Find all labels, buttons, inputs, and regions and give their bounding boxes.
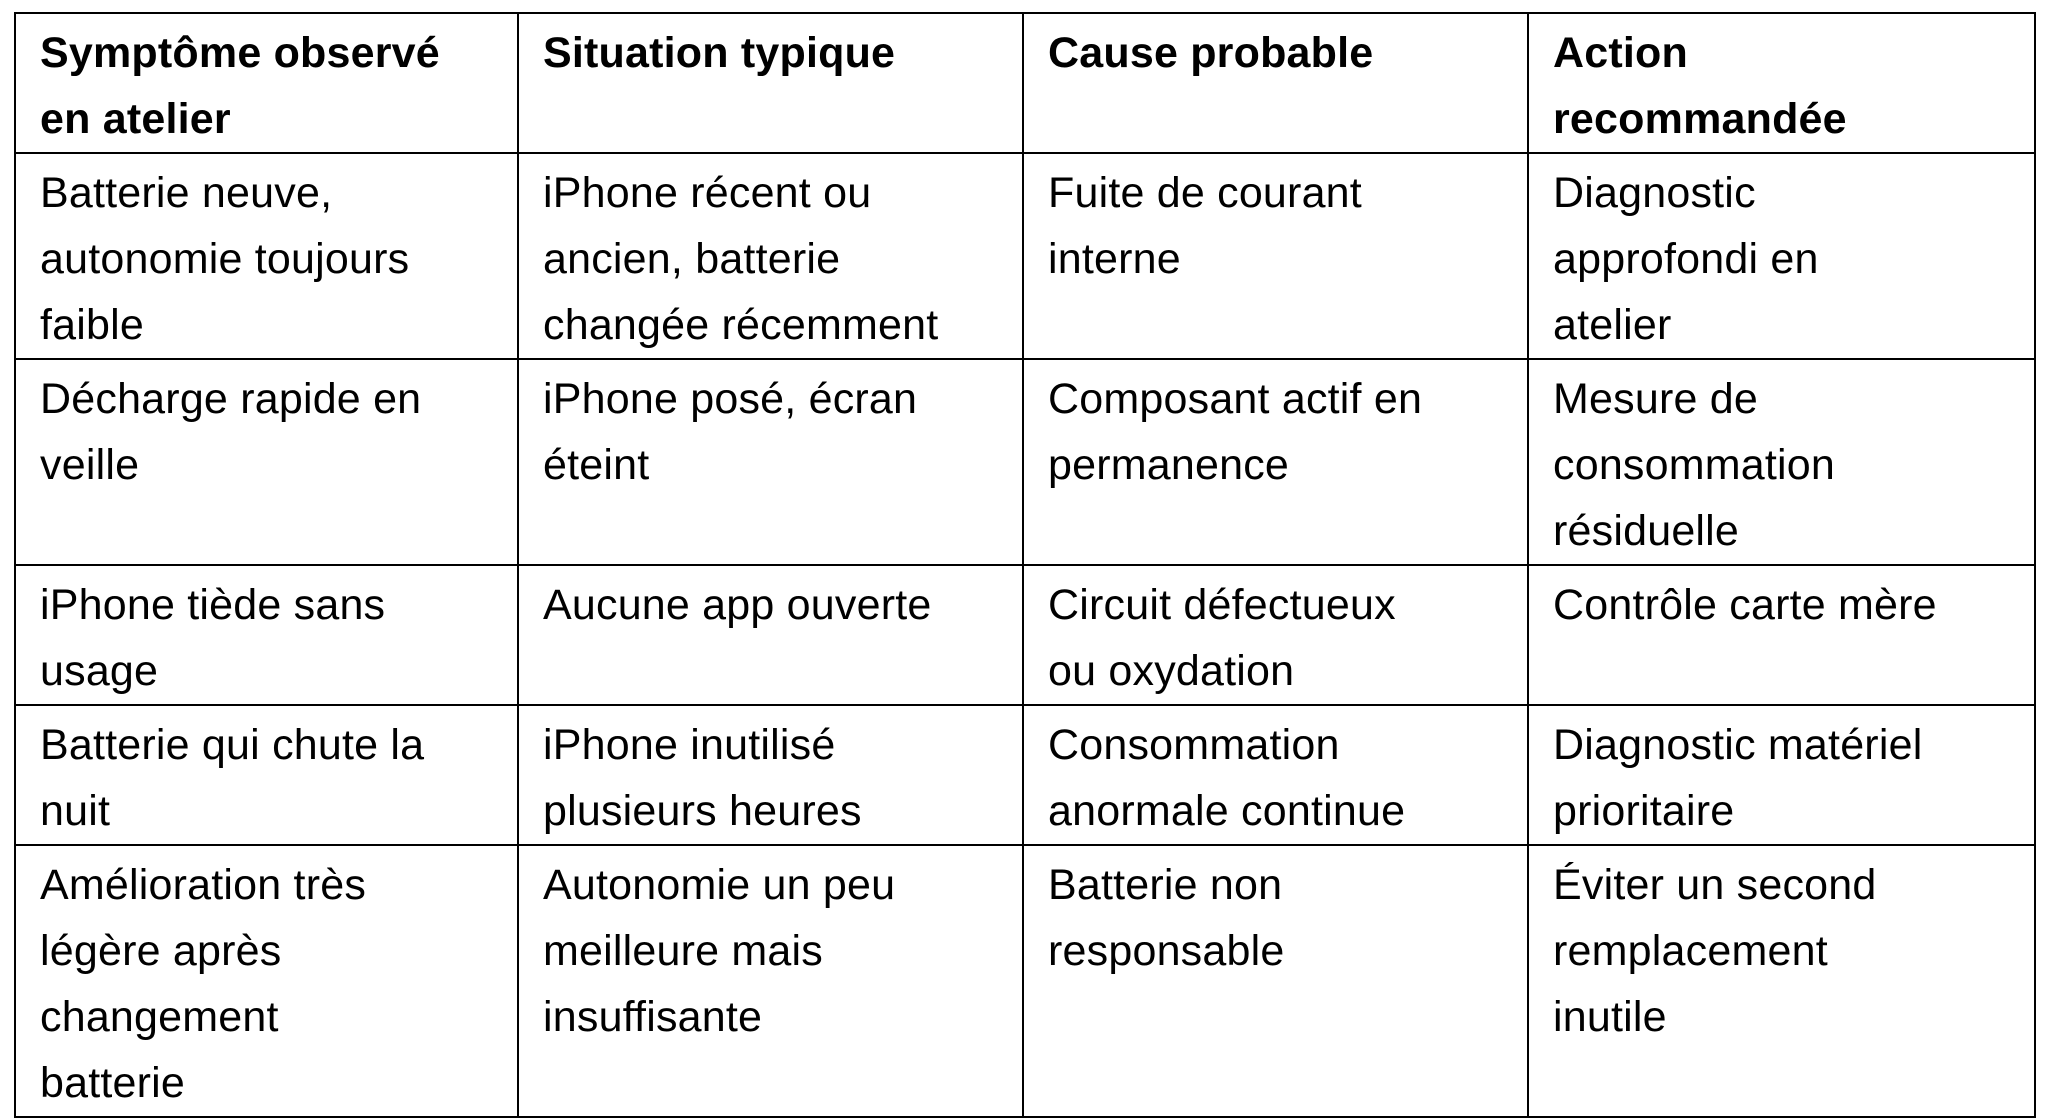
header-symptom: Symptôme observé en atelier [15,13,518,153]
table-cell: Batterie qui chute la nuit [15,705,518,845]
table-row [15,359,2035,565]
table-cell: iPhone tiède sans usage [15,565,518,705]
table-row [15,845,2035,1117]
table-cell: Autonomie un peu meilleure mais insuffisante [518,845,1023,1117]
table-cell: Amélioration très légère après changement batterie [15,845,518,1117]
table-cell: iPhone inutilisé plusieurs heures [518,705,1023,845]
header-cause: Cause probable [1023,13,1528,153]
diagnostic-table [14,12,2036,1118]
table-cell: Décharge rapide en veille [15,359,518,565]
table-cell: Batterie neuve, autonomie toujours faible [15,153,518,359]
table-cell: Fuite de courant interne [1023,153,1528,359]
header-situation: Situation typique [518,13,1023,153]
table-cell: iPhone posé, écran éteint [518,359,1023,565]
table-row [15,705,2035,845]
table-cell: Composant actif en permanence [1023,359,1528,565]
table-row [15,565,2035,705]
header-action: Action recommandée [1528,13,2035,153]
table-cell: Mesure de consommation résiduelle [1528,359,2035,565]
table-cell: Circuit défectueux ou oxydation [1023,565,1528,705]
table-cell: Contrôle carte mère [1528,565,2035,705]
table-cell: iPhone récent ou ancien, batterie changée récemment [518,153,1023,359]
table-cell: Batterie non responsable [1023,845,1528,1117]
table-cell: Aucune app ouverte [518,565,1023,705]
diagnostic-table-container [14,12,2034,1118]
table-cell: Diagnostic approfondi en atelier [1528,153,2035,359]
table-cell: Éviter un second remplacement inutile [1528,845,2035,1117]
table-cell: Consommation anormale continue [1023,705,1528,845]
table-row [15,153,2035,359]
table-header-row [15,13,2035,153]
table-cell: Diagnostic matériel prioritaire [1528,705,2035,845]
